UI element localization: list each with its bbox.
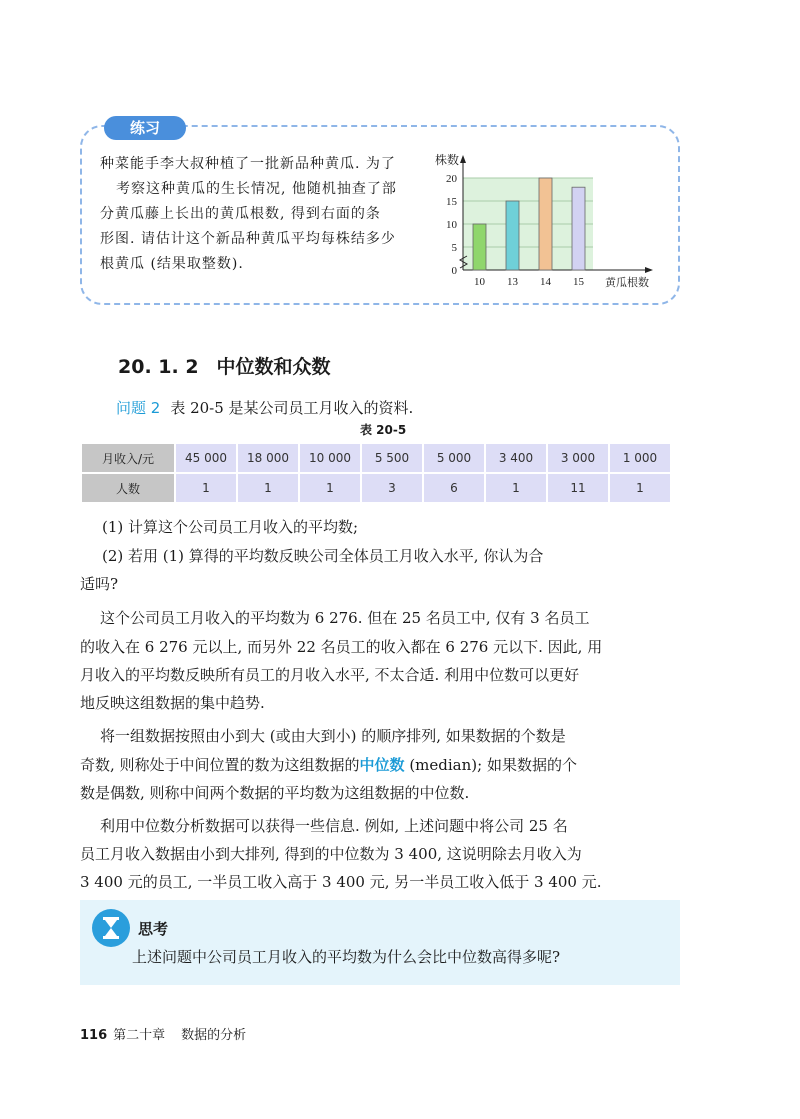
- y-tick-label: 20: [446, 173, 457, 185]
- y-tick-label: 10: [446, 219, 457, 231]
- exercise-line: 分黄瓜藤上长出的黄瓜根数, 得到右面的条: [100, 206, 381, 222]
- paragraph-line: 将一组数据按照由小到大 (或由大到小) 的顺序排列, 如果数据的个数是: [100, 727, 566, 745]
- table-cell: 1: [609, 473, 671, 503]
- question-1: (1) 计算这个公司员工月收入的平均数;: [102, 518, 359, 536]
- think-question: 上述问题中公司员工月收入的平均数为什么会比中位数高得多呢?: [132, 948, 561, 966]
- question-2-line: (2) 若用 (1) 算得的平均数反映公司全体员工月收入水平, 你认为合: [102, 547, 544, 565]
- section-title: 中位数和众数: [216, 356, 331, 378]
- y-tick-label: 0: [451, 265, 457, 277]
- footer-chapter: 第二十章: [113, 1028, 166, 1043]
- problem-statement: [116, 397, 413, 418]
- problem-text: 表 20-5 是某公司员工月收入的资料.: [170, 399, 414, 417]
- exercise-line: 种菜能手李大叔种植了一批新品种黄瓜. 为了: [100, 156, 396, 172]
- table-cell: 45 000: [175, 443, 237, 473]
- y-axis-arrow: [460, 155, 466, 163]
- table-cell: 1: [299, 473, 361, 503]
- bar-chart: [425, 150, 665, 295]
- x-tick-label: 10: [474, 276, 485, 288]
- table-cell: 11: [547, 473, 609, 503]
- think-title: 思考: [138, 920, 169, 938]
- question-2-line: 适吗?: [80, 575, 119, 593]
- section-heading: [118, 352, 349, 379]
- income-table: [80, 442, 672, 504]
- paragraph-line: 利用中位数分析数据可以获得一些信息. 例如, 上述问题中将公司 25 名: [100, 817, 568, 835]
- paragraph-text: (median); 如果数据的个: [404, 756, 577, 774]
- x-axis-label: 黄瓜根数: [605, 276, 649, 289]
- think-box: [80, 900, 680, 985]
- exercise-line: 根黄瓜 (结果取整数).: [100, 256, 244, 272]
- paragraph-line: 地反映这组数据的集中趋势.: [80, 694, 265, 712]
- table-header-count: 人数: [81, 473, 175, 503]
- table-cell: 18 000: [237, 443, 299, 473]
- exercise-tab: 练习: [104, 116, 186, 140]
- table-cell: 1: [175, 473, 237, 503]
- table-cell: 3 400: [485, 443, 547, 473]
- table-cell: 3 000: [547, 443, 609, 473]
- income-row: [81, 443, 671, 473]
- paragraph-line: 数是偶数, 则称中间两个数据的平均数为这组数据的中位数.: [80, 784, 470, 802]
- table-cell: 1: [237, 473, 299, 503]
- paragraph-text: 奇数, 则称处于中间位置的数为这组数据的: [80, 756, 360, 774]
- table-caption: 表 20-5: [360, 423, 407, 437]
- y-axis-label: 株数: [435, 153, 460, 167]
- exercise-line: 形图. 请估计这个新品种黄瓜平均每株结多少: [100, 231, 396, 247]
- paragraph-line: 这个公司员工月收入的平均数为 6 276. 但在 25 名员工中, 仅有 3 名员工: [100, 609, 590, 627]
- count-row: [81, 473, 671, 503]
- paragraph-line: [80, 754, 700, 775]
- page-footer: [80, 1024, 246, 1043]
- bar-10: [473, 224, 486, 270]
- y-tick-label: 5: [451, 242, 457, 254]
- page-number: 116: [80, 1028, 108, 1043]
- table-cell: 5 500: [361, 443, 423, 473]
- x-tick-label: 15: [573, 276, 584, 288]
- table-cell: 1: [485, 473, 547, 503]
- table-cell: 5 000: [423, 443, 485, 473]
- paragraph-line: 员工月收入数据由小到大排列, 得到的中位数为 3 400, 这说明除去月收入为: [80, 845, 582, 863]
- paragraph-line: 月收入的平均数反映所有员工的月收入水平, 不太合适. 利用中位数可以更好: [80, 666, 580, 684]
- hourglass-icon: [92, 909, 130, 947]
- paragraph-line: 3 400 元的员工, 一半员工收入高于 3 400 元, 另一半员工收入低于 3 400 元.: [80, 873, 602, 891]
- table-header-income: 月收入/元: [81, 443, 175, 473]
- section-number: 20. 1. 2: [118, 356, 199, 378]
- table-cell: 1 000: [609, 443, 671, 473]
- problem-label: 问题 2: [116, 399, 161, 417]
- bar-14: [539, 178, 552, 270]
- paragraph-line: 的收入在 6 276 元以上, 而另外 22 名员工的收入都在 6 276 元以下. 因此, 用: [80, 638, 603, 656]
- exercise-line: 考察这种黄瓜的生长情况, 他随机抽查了部: [116, 181, 397, 197]
- y-tick-label: 15: [446, 196, 457, 208]
- x-axis-arrow: [645, 267, 653, 273]
- table-cell: 6: [423, 473, 485, 503]
- footer-chapter-title: 数据的分析: [181, 1028, 247, 1043]
- x-tick-label: 13: [507, 276, 518, 288]
- bar-13: [506, 201, 519, 270]
- exercise-text: [100, 152, 430, 277]
- median-term: 中位数: [359, 756, 405, 774]
- bar-15: [572, 187, 585, 270]
- table-cell: 3: [361, 473, 423, 503]
- x-tick-label: 14: [540, 276, 551, 288]
- table-cell: 10 000: [299, 443, 361, 473]
